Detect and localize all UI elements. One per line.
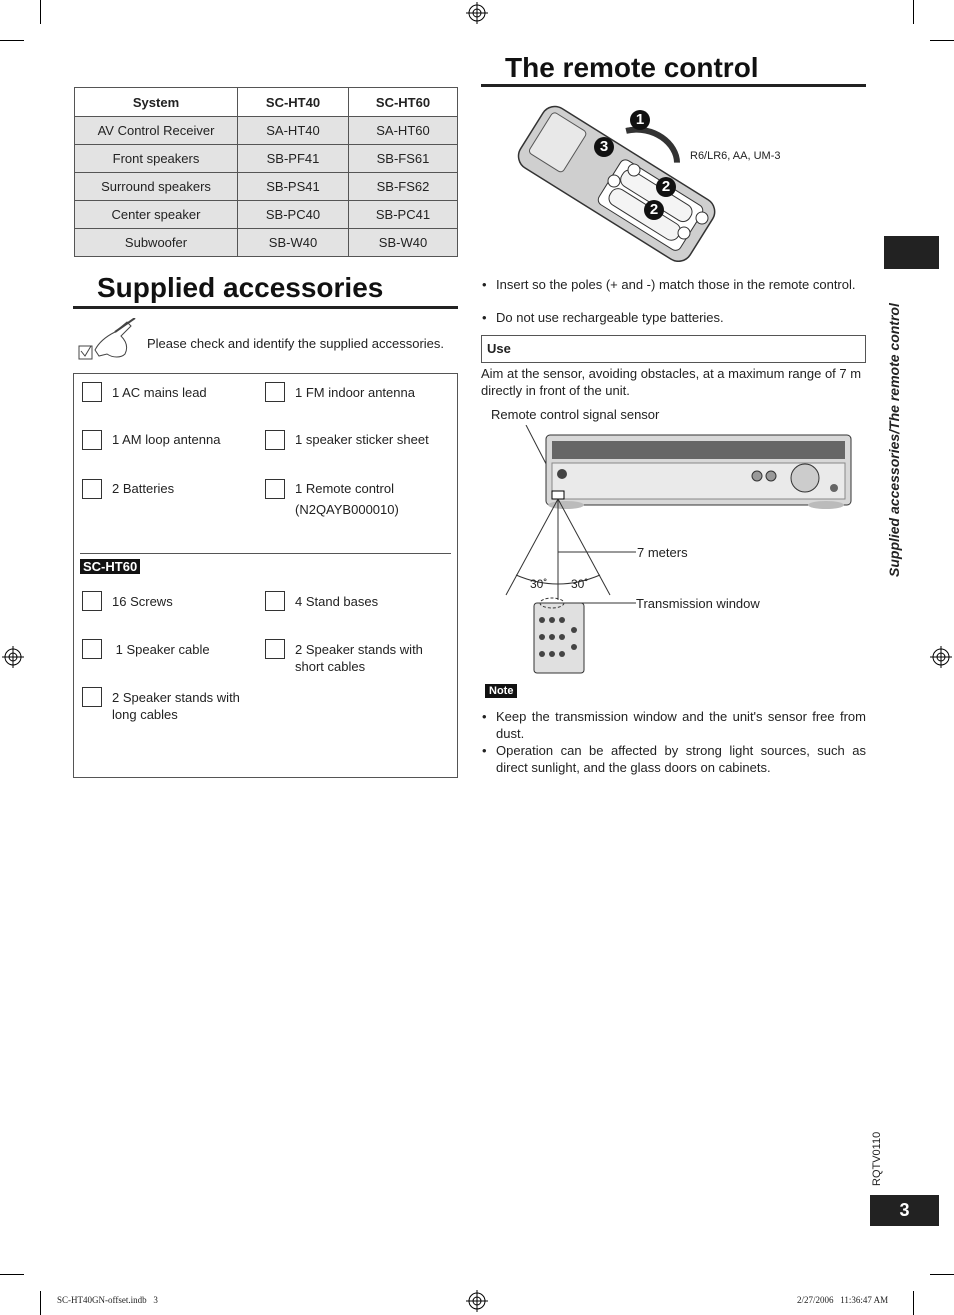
crop-mark [930,40,954,41]
accessory-item: 1 AC mains lead [112,385,207,400]
crop-mark [930,1274,954,1275]
accessory-item: 1 AM loop antenna [112,432,221,447]
accessory-item: 2 Speaker stands with [112,690,240,705]
checkbox[interactable] [265,591,285,611]
accessory-item: (N2QAYB000010) [295,502,399,517]
table-cell: SA-HT60 [349,117,458,145]
table-cell: SB-FS62 [349,173,458,201]
checkbox[interactable] [82,687,102,707]
accessory-item: 2 Batteries [112,481,175,496]
table-cell: SB-PS41 [238,173,349,201]
crop-mark [0,40,24,41]
accessory-item: long cables [112,707,178,722]
table-cell: SB-PF41 [238,145,349,173]
checkbox[interactable] [265,479,285,499]
accessory-item: short cables [295,659,366,674]
table-row [75,117,458,145]
accessory-item: 1 Remote control [295,481,394,496]
use-label: Use [487,341,511,356]
crop-mark [913,1291,914,1315]
accessory-item: 4 Stand bases [295,594,379,609]
note-label: Note [485,681,517,699]
crop-mark [40,0,41,24]
document-code: RQTV0110 [871,1131,883,1186]
step-2-marker: 2 [644,200,664,220]
registration-mark-icon [2,646,24,668]
crop-mark [40,1291,41,1315]
crop-mark [913,0,914,24]
sc-ht60-label: SC-HT60 [80,558,140,576]
table-cell: Subwoofer [75,229,238,257]
angle-right-label: 30˚ [571,577,589,591]
footer-file-info: SC-HT40GN-offset.indb 3 [57,1295,158,1305]
accessories-intro: Please check and identify the supplied accessories. [147,336,445,351]
table-cell: SB-PC40 [238,201,349,229]
step-2-marker: 2 [656,177,676,197]
table-header: SC-HT40 [238,88,349,117]
angle-left-label: 30˚ [530,577,548,591]
section-divider [80,553,451,554]
table-row [75,201,458,229]
sensor-label: Remote control signal sensor [491,407,660,422]
registration-mark-icon [466,2,488,24]
table-cell: Surround speakers [75,173,238,201]
footer-timestamp: 2/27/2006 11:36:47 AM [797,1295,889,1305]
use-header-box [481,335,866,363]
registration-mark-icon [466,1290,488,1312]
side-section-label: Supplied accessories/The remote control [886,303,902,577]
table-header: System [75,88,238,117]
checkbox[interactable] [82,639,102,659]
table-cell: SB-W40 [238,229,349,257]
table-row [75,173,458,201]
table-header-row [75,88,458,117]
instruction-bullet: • Insert so the poles (+ and -) match those in the remote control. [496,276,866,293]
accessory-item: 1 Speaker cable [112,642,210,657]
crop-mark [0,1274,24,1275]
checkbox[interactable] [82,382,102,402]
accessory-item: 1 speaker sticker sheet [295,432,429,447]
checkbox[interactable] [265,430,285,450]
checkbox[interactable] [82,430,102,450]
instruction-bullet: • Do not use rechargeable type batteries. [496,309,866,326]
registration-mark-icon [930,646,952,668]
table-row [75,229,458,257]
accessory-item: 16 Screws [112,594,173,609]
checking-hand-icon [77,318,137,362]
section-tab [884,236,939,269]
table-cell: SB-W40 [349,229,458,257]
table-cell: AV Control Receiver [75,117,238,145]
note-bullet: • Operation can be affected by strong light sources, such as direct sunlight, and the glass doors on cabinets. [496,742,866,776]
table-cell: Front speakers [75,145,238,173]
remote-title: The remote control [505,52,759,83]
battery-type-label: R6/LR6, AA, UM-3 [690,150,781,162]
accessory-item: 1 FM indoor antenna [295,385,415,400]
checkbox[interactable] [82,591,102,611]
use-text: Aim at the sensor, avoiding obstacles, at a maximum range of 7 m directly in front of the unit. [481,366,862,398]
page-number: 3 [870,1195,939,1226]
checkbox[interactable] [265,382,285,402]
table-cell: SB-FS61 [349,145,458,173]
system-table [74,87,458,257]
transmission-window-label: Transmission window [636,596,760,611]
title-rule [73,306,458,309]
battery-insertion-illustration [500,92,730,262]
table-row [75,145,458,173]
table-cell: SA-HT40 [238,117,349,145]
distance-label: 7 meters [637,545,688,560]
table-cell: SB-PC41 [349,201,458,229]
accessory-item: 2 Speaker stands with [295,642,423,657]
title-rule [481,84,866,87]
table-header: SC-HT60 [349,88,458,117]
checkbox[interactable] [82,479,102,499]
step-3-marker: 3 [594,137,614,157]
note-bullet: • Keep the transmission window and the unit's sensor free from dust. [496,708,866,742]
accessories-title: Supplied accessories [97,272,384,303]
step-1-marker: 1 [630,110,650,130]
checkbox[interactable] [265,639,285,659]
table-cell: Center speaker [75,201,238,229]
